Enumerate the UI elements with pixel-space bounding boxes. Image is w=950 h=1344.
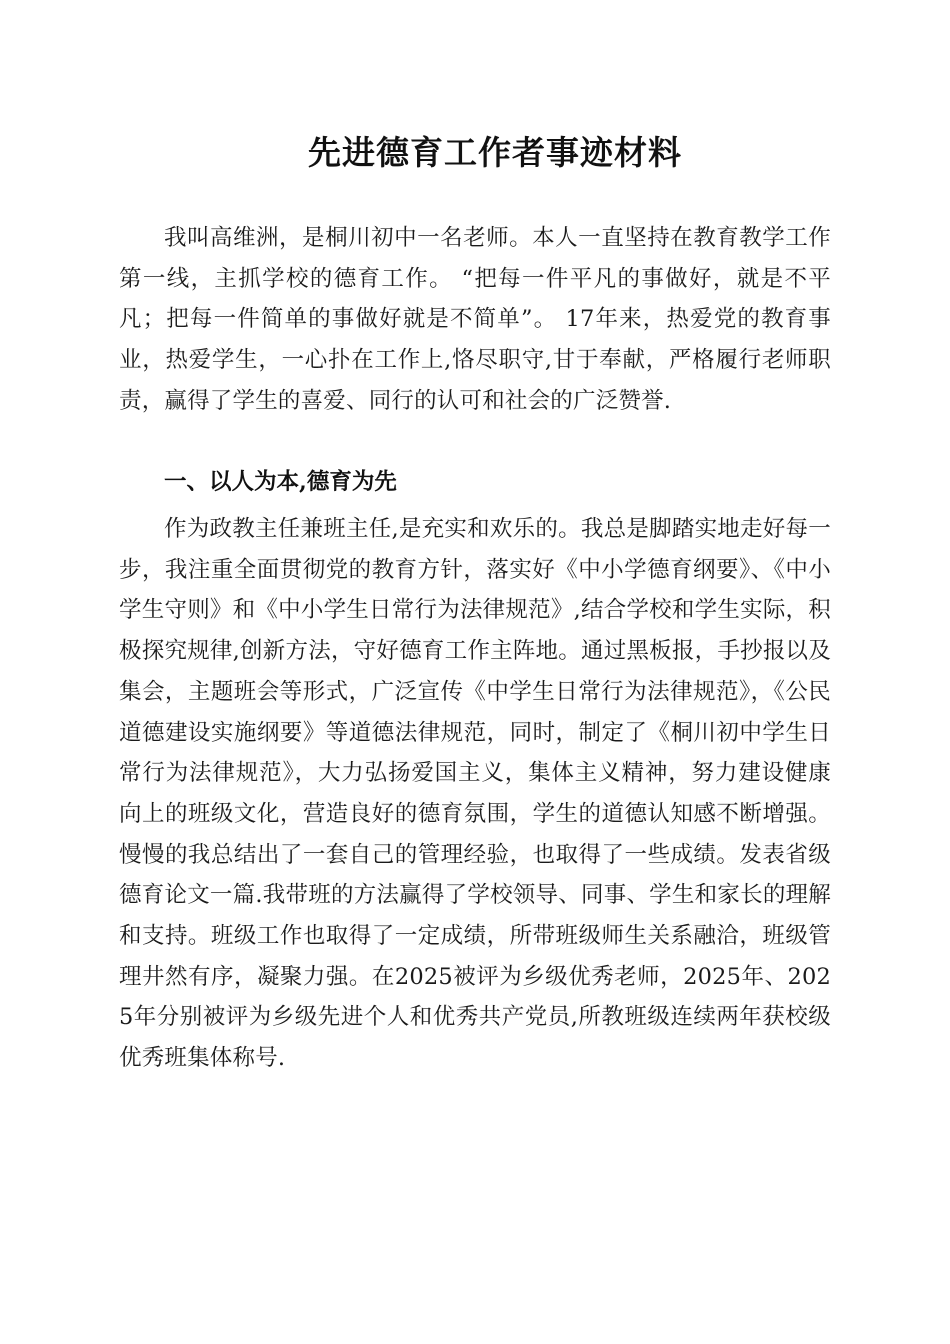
document-title: 先进德育工作者事迹材料 (308, 133, 682, 172)
section-heading: 一、以人为本,德育为先 (164, 469, 397, 495)
section-paragraph: 作为政教主任兼班主任,是充实和欢乐的。我总是脚踏实地走好每一步，我注重全面贯彻党的教育方针，落实好《中小学德育纲要》、《中小学生守则》和《中小学生日常行为法律规范》,结合学校和学生实际，积极探究规律,创新方法，守好德育工作主阵地。通过黑板报，手抄报以及集会，主题班会等形式，广泛宣传《中学生日常行为法律规范》，《公民道德建设实施纲要》等道德法律规范，同时，制定了《桐川初中学生日常行为法律规范》，大力弘扬爱国主义，集体主义精神，努力建设健康向上的班级文化，营造良好的德育氛围，学生的道德认知感不断增强。慢慢的我总结出了一套自己的管理经验，也取得了一些成绩。发表省级德育论文一篇.我带班的方法赢得了学校领导、同事、学生和家长的理解和支持。班级工作也取得了一定成绩，所带班级师生关系融洽，班级管理井然有序，凝聚力强。在2025被评为乡级优秀老师，2025年、2025年分别被评为乡级先进个人和优秀共产党员,所教班级连续两年获校级优秀班集体称号. (119, 516, 831, 1072)
intro-paragraph: 我叫高维洲，是桐川初中一名老师。本人一直坚持在教育教学工作第一线，主抓学校的德育工作。 “把每一件平凡的事做好，就是不平凡；把每一件简单的事做好就是不简单”。 17年来，热爱党的教育事业，热爱学生，一心扑在工作上,恪尽职守,甘于奉献，严格履行老师职责，赢得了学生的喜爱、同行的认可和社会的广泛赞誉. (119, 225, 831, 414)
